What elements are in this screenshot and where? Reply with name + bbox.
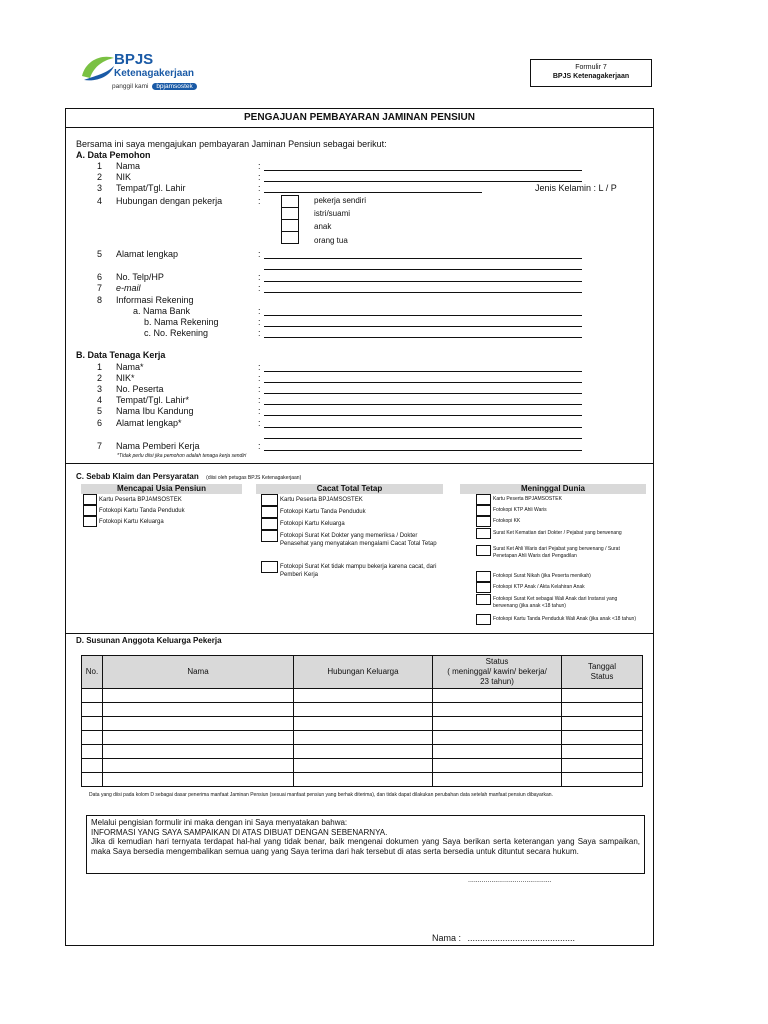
family-table-body: [82, 689, 643, 787]
logo-brand: BPJS: [114, 51, 154, 68]
c1-item-1: Kartu Peserta BPJAMSOSTEK: [99, 497, 182, 503]
b-label-7: Nama Pemberi Kerja: [116, 441, 200, 451]
section-c-divider: [66, 463, 653, 464]
table-cell[interactable]: [562, 717, 643, 731]
c-col1-title: Mencapai Usia Pensiun: [81, 484, 242, 494]
table-cell[interactable]: [103, 759, 294, 773]
table-cell[interactable]: [294, 773, 433, 787]
table-cell[interactable]: [294, 689, 433, 703]
table-cell[interactable]: [82, 717, 103, 731]
logo-tagline-prefix: panggil kami: [112, 83, 149, 90]
a-input-5a[interactable]: [264, 258, 582, 259]
c3-check-9[interactable]: [476, 614, 491, 625]
a-num-7: 7: [97, 283, 103, 293]
a-num-8: 8: [97, 295, 103, 305]
b-input-3[interactable]: [264, 393, 582, 394]
table-cell[interactable]: [103, 689, 294, 703]
section-c-heading: C. Sebab Klaim dan Persyaratan: [76, 472, 199, 481]
a-input-7[interactable]: [264, 292, 582, 293]
col-header-status: Status ( meninggal/ kawin/ bekerja/ 23 tahun): [433, 656, 562, 689]
c3-item-2: Fotokopi KTP Ahli Waris: [493, 507, 547, 513]
table-row: [82, 731, 643, 745]
a-colon-4: :: [258, 196, 261, 206]
table-row: [82, 773, 643, 787]
logo-tagline-badge: bpjamsostek: [152, 83, 197, 90]
b-colon-6: :: [258, 418, 261, 428]
c2-item-5: Fotokopi Surat Ket tidak mampu bekerja karena cacat, dari Pemberi Kerja: [280, 564, 437, 578]
b-label-4: Tempat/Tgl. Lahir*: [116, 395, 190, 405]
c3-check-4[interactable]: [476, 528, 491, 539]
relation-label-1: pekerja sendiri: [314, 196, 367, 205]
c2-item-2: Fotokopi Kartu Tanda Penduduk: [280, 509, 366, 515]
relation-label-3: anak: [314, 222, 332, 231]
bank-colon-b: :: [258, 317, 261, 327]
bank-label-b: b. Nama Rekening: [144, 317, 219, 327]
c2-item-3: Fotokopi Kartu Keluarga: [280, 521, 345, 527]
c-col3-title: Meninggal Dunia: [460, 484, 646, 494]
relation-checkbox-4[interactable]: [281, 231, 299, 244]
table-row: [82, 717, 643, 731]
a-input-1[interactable]: [264, 170, 582, 171]
a-num-6: 6: [97, 272, 103, 282]
b-label-2: NIK*: [116, 373, 135, 383]
c3-item-7: Fotokopi KTP Anak / Akta Kelahiran Anak: [493, 584, 585, 590]
section-b-heading: B. Data Tenaga Kerja: [76, 350, 166, 360]
a-colon-6: :: [258, 272, 261, 282]
b-num-3: 3: [97, 384, 103, 394]
table-cell[interactable]: [562, 745, 643, 759]
c1-item-2: Fotokopi Kartu Tanda Penduduk: [99, 508, 185, 514]
c3-check-3[interactable]: [476, 516, 491, 527]
b-num-2: 2: [97, 373, 103, 383]
table-cell[interactable]: [562, 703, 643, 717]
c3-check-5[interactable]: [476, 545, 491, 556]
bank-colon-a: :: [258, 306, 261, 316]
table-cell[interactable]: [562, 689, 643, 703]
a-input-5b[interactable]: [264, 269, 582, 270]
a-num-2: 2: [97, 172, 103, 182]
c3-item-1: Kartu Peserta BPJAMSOSTEK: [493, 496, 562, 502]
b-label-1: Nama*: [116, 362, 144, 372]
c3-item-5: Surat Ket Ahli Waris dari Pejabat yang berwenang / Surat Penetapan Ahli Waris dari Pengadilan: [493, 546, 620, 559]
bank-input-b[interactable]: [264, 326, 582, 327]
a-label-1: Nama: [116, 161, 141, 171]
c3-check-1[interactable]: [476, 494, 491, 505]
intro-text: Bersama ini saya mengajukan pembayaran Jaminan Pensiun sebagai berikut:: [76, 139, 387, 149]
table-cell[interactable]: [294, 717, 433, 731]
family-table: [81, 655, 643, 787]
logo-sub: Ketenagakerjaan: [114, 68, 195, 79]
table-cell[interactable]: [433, 703, 562, 717]
c1-check-3[interactable]: [83, 516, 97, 527]
c1-check-2[interactable]: [83, 505, 97, 516]
c2-check-3[interactable]: [261, 518, 278, 530]
c3-item-9: Fotokopi Kartu Tanda Penduduk Wali Anak (jika anak <18 tahun): [493, 616, 637, 622]
table-cell[interactable]: [103, 703, 294, 717]
c2-check-1[interactable]: [261, 494, 278, 506]
table-cell[interactable]: [103, 717, 294, 731]
table-cell[interactable]: [103, 773, 294, 787]
table-cell[interactable]: [433, 731, 562, 745]
a-num-1: 1: [97, 161, 103, 171]
a-label-3: Tempat/Tgl. Lahir: [116, 183, 186, 193]
b-footnote: *Tidak perlu diisi jika pemohon adalah tenaga kerja sendiri: [117, 453, 247, 459]
section-d-divider: [66, 633, 653, 634]
section-c-note: (diisi oleh petugas BPJS Ketenagakerjaan): [206, 475, 302, 481]
signature-name: [432, 933, 575, 944]
a-colon-2: :: [258, 172, 261, 182]
bank-colon-c: :: [258, 328, 261, 338]
form-id-box: [530, 59, 652, 87]
table-cell[interactable]: [103, 731, 294, 745]
a-label-7: e-mail: [116, 283, 141, 293]
c3-check-7[interactable]: [476, 582, 491, 593]
b-label-5: Nama Ibu Kandung: [116, 406, 194, 416]
table-cell[interactable]: [294, 759, 433, 773]
col-header-tanggal: Tanggal Status: [562, 656, 643, 689]
b-label-6: Alamat lengkap*: [116, 418, 182, 428]
b-colon-3: :: [258, 384, 261, 394]
table-cell[interactable]: [103, 745, 294, 759]
c2-check-2[interactable]: [261, 506, 278, 518]
bank-label-a: a. Nama Bank: [133, 306, 191, 316]
b-num-6: 6: [97, 418, 103, 428]
a-input-3[interactable]: [264, 192, 482, 193]
table-cell[interactable]: [433, 773, 562, 787]
table-row: [82, 759, 643, 773]
a-label-6: No. Telp/HP: [116, 272, 164, 282]
table-cell[interactable]: [82, 745, 103, 759]
c2-item-4: Fotokopi Surat Ket Dokter yang memeriksa / Dokter Penasehat yang menyatakan mengalami Cacat Total Tetap: [280, 533, 437, 547]
title-divider: [66, 127, 653, 128]
table-cell[interactable]: [433, 689, 562, 703]
c3-item-8: Fotokopi Surat Ket sebagai Wali Anak dari Instansi yang berwenang (jika anak <18 tahun): [493, 596, 618, 609]
table-cell[interactable]: [294, 731, 433, 745]
bank-label-c: c. No. Rekening: [144, 328, 209, 338]
declaration-line3: Jika di kemudian hari ternyata terdapat hal-hal yang tidak benar, baik mengenai dokumen yang Saya berikan serta keterangan yang Saya sampaikan, maka Saya bersedia mengembalikan semua uang yang Saya terima dari hak tersebut di atas serta bersedia untuk dituntut secara hukum.: [91, 837, 640, 856]
declaration-box: [86, 815, 645, 874]
signature-name-label: Nama :: [432, 933, 462, 943]
a-colon-5: :: [258, 249, 261, 259]
c3-check-8[interactable]: [476, 594, 491, 605]
a-colon-3: :: [258, 183, 261, 193]
b-input-6b[interactable]: [264, 438, 582, 439]
c2-check-5[interactable]: [261, 561, 278, 573]
logo-swoosh-icon: [80, 54, 116, 82]
b-colon-5: :: [258, 406, 261, 416]
a-input-6[interactable]: [264, 281, 582, 282]
gender-label[interactable]: Jenis Kelamin : L / P: [535, 183, 617, 193]
relation-label-4: orang tua: [314, 236, 348, 245]
table-cell[interactable]: [82, 759, 103, 773]
a-input-2[interactable]: [264, 181, 582, 182]
b-colon-4: :: [258, 395, 261, 405]
d-footnote: Data yang diisi pada kolom D sebagai dasar penerima manfaat Jaminan Pensiun (sesuai manfaat pensiun yang berhak diterima), dan tidak dapat dilakukan perubahan data setelah manfaat pensiun dibayarkan.: [89, 792, 553, 798]
c3-item-6: Fotokopi Surat Nikah (jika Peserta menikah): [493, 573, 591, 579]
form-title: PENGAJUAN PEMBAYARAN JAMINAN PENSIUN: [244, 112, 475, 123]
table-cell[interactable]: [562, 731, 643, 745]
b-num-5: 5: [97, 406, 103, 416]
b-colon-1: :: [258, 362, 261, 372]
col-header-hubungan: Hubungan Keluarga: [294, 656, 433, 689]
b-colon-7: :: [258, 441, 261, 451]
b-input-4[interactable]: [264, 404, 582, 405]
b-input-2[interactable]: [264, 382, 582, 383]
a-label-5: Alamat lengkap: [116, 249, 179, 259]
col-header-no: No.: [82, 656, 103, 689]
a-label-8: Informasi Rekening: [116, 295, 194, 305]
b-input-5[interactable]: [264, 415, 582, 416]
table-cell[interactable]: [82, 703, 103, 717]
table-cell[interactable]: [562, 759, 643, 773]
table-cell[interactable]: [294, 703, 433, 717]
declaration-line1: Melalui pengisian formulir ini maka dengan ini Saya menyatakan bahwa:: [91, 818, 348, 827]
signature-name-placeholder[interactable]: ...........................................: [467, 933, 576, 943]
bpjs-logo: [80, 52, 230, 100]
a-label-2: NIK: [116, 172, 132, 182]
logo-tagline: [112, 82, 197, 92]
c3-item-4: Surat Ket Kematian dari Dokter / Pejabat yang berwenang: [493, 530, 622, 536]
table-cell[interactable]: [82, 773, 103, 787]
section-a-heading: A. Data Pemohon: [76, 150, 151, 160]
b-colon-2: :: [258, 373, 261, 383]
table-cell[interactable]: [433, 759, 562, 773]
b-input-1[interactable]: [264, 371, 582, 372]
a-colon-7: :: [258, 283, 261, 293]
c1-check-1[interactable]: [83, 494, 97, 505]
table-cell[interactable]: [82, 731, 103, 745]
c2-check-4[interactable]: [261, 530, 278, 542]
table-cell[interactable]: [294, 745, 433, 759]
form-id-line2: BPJS Ketenagakerjaan: [552, 73, 630, 80]
col-header-nama: Nama: [103, 656, 294, 689]
b-input-6a[interactable]: [264, 427, 582, 428]
table-cell[interactable]: [562, 773, 643, 787]
table-row: [82, 689, 643, 703]
c3-item-3: Fotokopi KK: [493, 518, 521, 524]
b-num-1: 1: [97, 362, 103, 372]
a-num-4: 4: [97, 196, 103, 206]
declaration-line2: INFORMASI YANG SAYA SAMPAIKAN DI ATAS DIBUAT DENGAN SEBENARNYA.: [91, 827, 388, 837]
b-label-3: No. Peserta: [116, 384, 164, 394]
bank-input-a[interactable]: [264, 315, 582, 316]
c3-check-2[interactable]: [476, 505, 491, 516]
c3-check-6[interactable]: [476, 571, 491, 582]
a-num-5: 5: [97, 249, 103, 259]
b-input-7[interactable]: [264, 450, 582, 451]
section-d-heading: D. Susunan Anggota Keluarga Pekerja: [76, 636, 222, 645]
c-col2-title: Cacat Total Tetap: [256, 484, 443, 494]
a-colon-1: :: [258, 161, 261, 171]
table-cell[interactable]: [433, 717, 562, 731]
c2-item-1: Kartu Peserta BPJAMSOSTEK: [280, 497, 363, 503]
a-num-3: 3: [97, 183, 103, 193]
section-c-header: [76, 466, 301, 484]
table-cell[interactable]: [82, 689, 103, 703]
b-num-7: 7: [97, 441, 103, 451]
table-cell[interactable]: [433, 745, 562, 759]
bank-input-c[interactable]: [264, 337, 582, 338]
table-row: [82, 703, 643, 717]
c1-item-3: Fotokopi Kartu Keluarga: [99, 519, 164, 525]
a-label-4: Hubungan dengan pekerja: [116, 196, 223, 206]
relation-label-2: istri/suami: [314, 209, 351, 218]
form-id-line1: Formulir 7: [575, 64, 607, 71]
table-row: [82, 745, 643, 759]
b-num-4: 4: [97, 395, 103, 405]
signature-date[interactable]: ...........................................: [468, 877, 552, 884]
